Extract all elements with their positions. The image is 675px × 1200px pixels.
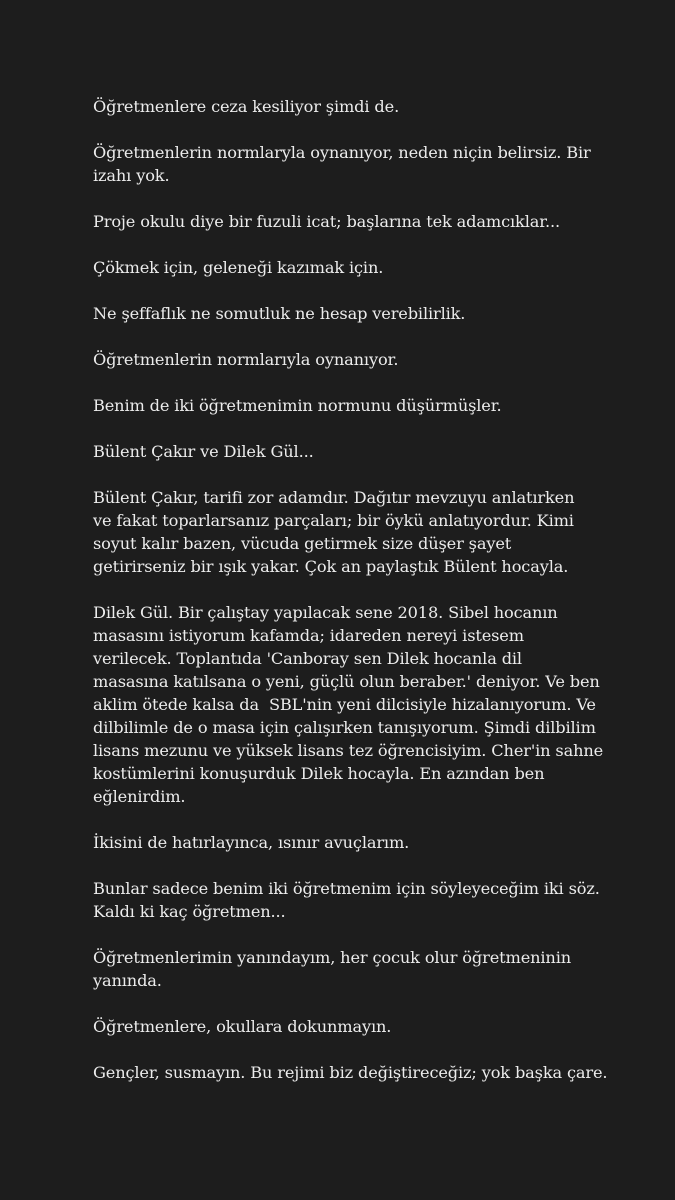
text-line: getirirseniz bir ışık yakar. Çok an paylaştık Bülent hocayla.	[93, 557, 569, 576]
paragraph	[93, 394, 633, 417]
paragraph	[93, 95, 633, 118]
paragraph	[93, 256, 633, 279]
text-line: eğlenirdim.	[93, 787, 186, 806]
note-text-body	[93, 95, 633, 1107]
text-line: Bülent Çakır ve Dilek Gül...	[93, 442, 314, 461]
text-line: Ne şeffaflık ne somutluk ne hesap verebilirlik.	[93, 304, 466, 323]
text-line: Öğretmenlere, okullara dokunmayın.	[93, 1017, 392, 1036]
text-line: Bülent Çakır, tarifi zor adamdır. Dağıtır mevzuyu anlatırken	[93, 488, 575, 507]
paragraph	[93, 601, 633, 808]
text-line: Dilek Gül. Bir çalıştay yapılacak sene 2018. Sibel hocanın	[93, 603, 558, 622]
paragraph	[93, 141, 633, 187]
text-line: masasını istiyorum kafamda; idareden nereyi istesem	[93, 626, 524, 645]
text-line: masasına katılsana o yeni, güçlü olun beraber.' deniyor. Ve ben	[93, 672, 600, 691]
paragraph	[93, 210, 633, 233]
text-line: İkisini de hatırlayınca, ısınır avuçlarım.	[93, 833, 410, 852]
paragraph	[93, 1015, 633, 1038]
text-line: dilbilimle de o masa için çalışırken tanışıyorum. Şimdi dilbilim	[93, 718, 596, 737]
paragraph	[93, 831, 633, 854]
text-line: yanında.	[93, 971, 162, 990]
text-line: Gençler, susmayın. Bu rejimi biz değiştireceğiz; yok başka çare.	[93, 1063, 608, 1082]
text-line: aklim ötede kalsa da SBL'nin yeni dilcisiyle hizalanıyorum. Ve	[93, 695, 596, 714]
paragraph	[93, 946, 633, 992]
text-line: izahı yok.	[93, 166, 170, 185]
text-line: Kaldı ki kaç öğretmen...	[93, 902, 286, 921]
text-line: soyut kalır bazen, vücuda getirmek size düşer şayet	[93, 534, 512, 553]
text-line: Öğretmenlerin normlaryla oynanıyor, neden niçin belirsiz. Bir	[93, 143, 591, 162]
text-line: Proje okulu diye bir fuzuli icat; başlarına tek adamcıklar...	[93, 212, 561, 231]
paragraph	[93, 486, 633, 578]
paragraph	[93, 1061, 633, 1084]
text-line: Çökmek için, geleneği kazımak için.	[93, 258, 384, 277]
text-line: Bunlar sadece benim iki öğretmenim için söyleyeceğim iki söz.	[93, 879, 600, 898]
text-line: Öğretmenlerin normlarıyla oynanıyor.	[93, 350, 399, 369]
text-line: kostümlerini konuşurduk Dilek hocayla. En azından ben	[93, 764, 545, 783]
paragraph	[93, 440, 633, 463]
text-line: ve fakat toparlarsanız parçaları; bir öykü anlatıyordur. Kimi	[93, 511, 574, 530]
text-line: Öğretmenlerimin yanındayım, her çocuk olur öğretmeninin	[93, 948, 571, 967]
text-line: lisans mezunu ve yüksek lisans tez öğrencisiyim. Cher'in sahne	[93, 741, 604, 760]
text-line: Öğretmenlere ceza kesiliyor şimdi de.	[93, 97, 400, 116]
paragraph	[93, 348, 633, 371]
text-line: verilecek. Toplantıda 'Canboray sen Dilek hocanla dil	[93, 649, 522, 668]
paragraph	[93, 877, 633, 923]
text-line: Benim de iki öğretmenimin normunu düşürmüşler.	[93, 396, 502, 415]
paragraph	[93, 302, 633, 325]
